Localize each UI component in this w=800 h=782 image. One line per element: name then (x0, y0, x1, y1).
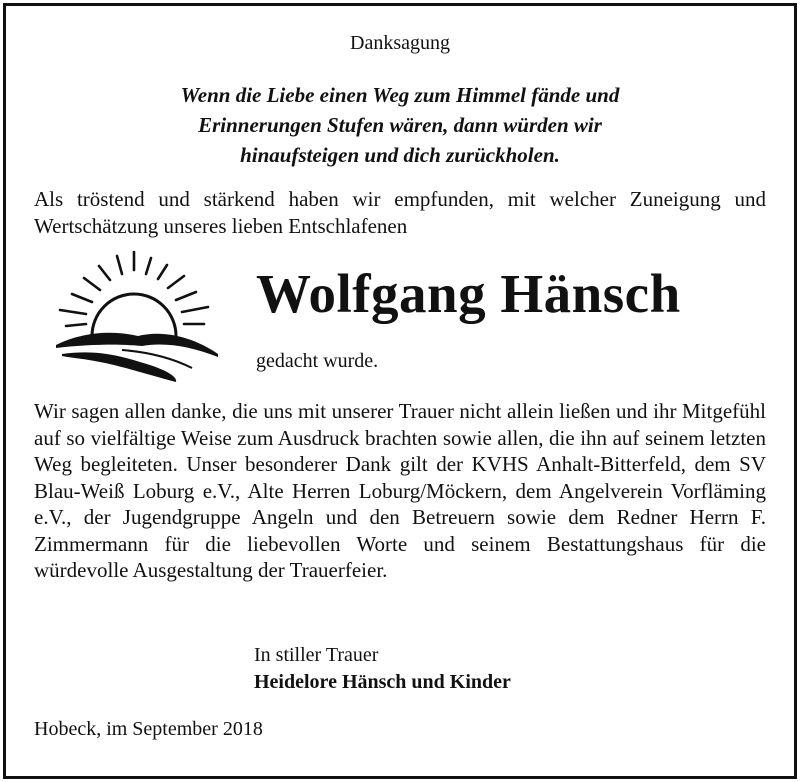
thanks-body (34, 398, 766, 584)
thanks-paragraph: Wir sagen allen danke, die uns mit unserer Trauer nicht allein ließen und ihr Mitgefühl auf so vielfältige Weise zum Ausdruck brachten sowie allen, die ihn auf seinem letzten Weg begleiteten. Unser besonderer Dank gilt der KVHS Anhalt-Bitterfeld, dem SV Blau-Weiß Loburg e.V., Alte Herren Loburg/Möckern, dem Angelverein Vorfläming e.V., der Jugendgruppe Angeln und den Betreuern sowie dem Redner Herrn F. Zimmermann für die liebevollen Worte und seinem Bestattungshaus für die würdevolle Ausgestaltung der Trauerfeier. (34, 399, 766, 582)
deceased-name: Wolfgang Hänsch (256, 263, 681, 324)
intro-text: Als tröstend und stärkend haben wir empfunden, mit welcher Zuneigung und Wertschätzung unseres lieben Entschlafenen (34, 187, 766, 238)
memorial-quote (60, 80, 740, 170)
quote-line-3: hinaufsteigen und dich zurückholen. (240, 143, 560, 167)
quote-line-1: Wenn die Liebe einen Weg zum Himmel fände und (180, 83, 620, 107)
notice-heading: Danksagung (350, 32, 450, 54)
quote-line-2: Erinnerungen Stufen wären, dann würden wir (198, 113, 602, 137)
remembered-text: gedacht wurde. (256, 350, 379, 372)
mourners-names: Heidelore Hänsch und Kinder (254, 671, 511, 693)
mourning-line: In stiller Trauer (254, 644, 379, 666)
sunset-icon (52, 250, 222, 385)
place-date: Hobeck, im September 2018 (34, 718, 263, 740)
